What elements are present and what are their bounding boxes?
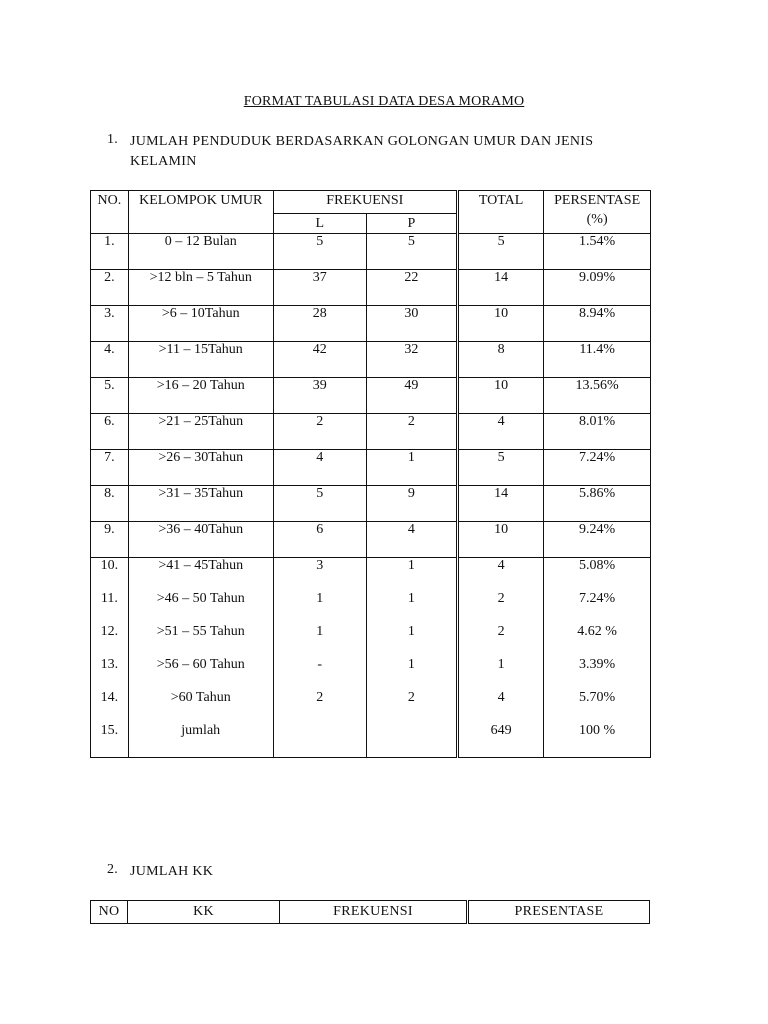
row-total: 5 (457, 234, 543, 270)
row-persen: 3.39% (544, 657, 651, 690)
table-row (91, 306, 651, 342)
row-total: 2 (457, 591, 543, 624)
table-row (91, 723, 651, 758)
page-title: FORMAT TABULASI DATA DESA MORAMO (243, 94, 525, 109)
row-kelompok: >60 Tahun (128, 690, 273, 723)
table-row (91, 270, 651, 306)
table-row (91, 234, 651, 270)
row-no: 11. (91, 591, 129, 624)
row-p: 49 (366, 378, 457, 414)
row-l: 5 (273, 486, 366, 522)
row-total: 4 (457, 690, 543, 723)
row-p (366, 723, 457, 758)
row-no: 9. (91, 522, 129, 558)
table-row (91, 450, 651, 486)
row-total: 2 (457, 624, 543, 657)
row-no: 14. (91, 690, 129, 723)
row-l: 6 (273, 522, 366, 558)
section-1-heading (107, 132, 650, 172)
row-p: 9 (366, 486, 457, 522)
row-no: 15. (91, 723, 129, 758)
row-kelompok: >41 – 45Tahun (128, 558, 273, 592)
table-row (91, 624, 651, 657)
section-title: JUMLAH PENDUDUK BERDASARKAN GOLONGAN UMUR DAN JENIS KELAMIN (130, 134, 594, 169)
row-persen: 8.01% (544, 414, 651, 450)
population-table-body (91, 234, 651, 758)
header-kelompok-umur: KELOMPOK UMUR (128, 191, 273, 234)
row-p: 4 (366, 522, 457, 558)
table-row (91, 558, 651, 592)
section-number: 2. (107, 862, 119, 877)
row-kelompok: >46 – 50 Tahun (128, 591, 273, 624)
row-persen: 9.09% (544, 270, 651, 306)
header-p: P (366, 214, 457, 234)
row-l: 5 (273, 234, 366, 270)
row-l: 1 (273, 624, 366, 657)
row-l: 39 (273, 378, 366, 414)
row-no: 7. (91, 450, 129, 486)
row-total: 649 (457, 723, 543, 758)
row-no: 4. (91, 342, 129, 378)
table-row (91, 522, 651, 558)
row-no: 8. (91, 486, 129, 522)
row-persen: 11.4% (544, 342, 651, 378)
row-no: 6. (91, 414, 129, 450)
header-frekuensi: FREKUENSI (273, 191, 457, 214)
row-l: 42 (273, 342, 366, 378)
row-kelompok: >6 – 10Tahun (128, 306, 273, 342)
row-p: 5 (366, 234, 457, 270)
row-total: 4 (457, 414, 543, 450)
row-persen: 8.94% (544, 306, 651, 342)
header-persentase: PERSENTASE (%) (544, 191, 651, 234)
row-persen: 9.24% (544, 522, 651, 558)
row-no: 1. (91, 234, 129, 270)
row-no: 2. (91, 270, 129, 306)
row-no: 10. (91, 558, 129, 592)
header-no: NO. (91, 191, 129, 234)
table-row (91, 378, 651, 414)
row-total: 4 (457, 558, 543, 592)
row-total: 5 (457, 450, 543, 486)
row-p: 1 (366, 558, 457, 592)
kk-table (90, 900, 650, 924)
row-kelompok: >51 – 55 Tahun (128, 624, 273, 657)
row-kelompok: >16 – 20 Tahun (128, 378, 273, 414)
row-total: 10 (457, 378, 543, 414)
row-l: 4 (273, 450, 366, 486)
kk-header-frekuensi: FREKUENSI (280, 901, 468, 924)
row-persen: 7.24% (544, 591, 651, 624)
row-p: 22 (366, 270, 457, 306)
table-row (91, 414, 651, 450)
row-total: 14 (457, 486, 543, 522)
row-p: 30 (366, 306, 457, 342)
kk-header-no: NO (91, 901, 128, 924)
header-l: L (273, 214, 366, 234)
row-kelompok: >12 bln – 5 Tahun (128, 270, 273, 306)
header-total: TOTAL (457, 191, 543, 234)
row-kelompok: >21 – 25Tahun (128, 414, 273, 450)
row-l: 37 (273, 270, 366, 306)
row-total: 10 (457, 522, 543, 558)
row-persen: 4.62 % (544, 624, 651, 657)
row-p: 2 (366, 690, 457, 723)
row-kelompok: >26 – 30Tahun (128, 450, 273, 486)
table-row (91, 591, 651, 624)
row-no: 12. (91, 624, 129, 657)
kk-header-kk: KK (128, 901, 280, 924)
table-row (91, 486, 651, 522)
row-no: 5. (91, 378, 129, 414)
row-l: - (273, 657, 366, 690)
row-total: 14 (457, 270, 543, 306)
row-no: 13. (91, 657, 129, 690)
row-l: 2 (273, 414, 366, 450)
row-p: 1 (366, 450, 457, 486)
row-kelompok: >11 – 15Tahun (128, 342, 273, 378)
section-title: JUMLAH KK (130, 864, 214, 879)
row-total: 8 (457, 342, 543, 378)
row-kelompok: >56 – 60 Tahun (128, 657, 273, 690)
row-l: 2 (273, 690, 366, 723)
row-persen: 5.70% (544, 690, 651, 723)
row-p: 32 (366, 342, 457, 378)
row-p: 2 (366, 414, 457, 450)
row-persen: 100 % (544, 723, 651, 758)
row-p: 1 (366, 591, 457, 624)
row-kelompok: >31 – 35Tahun (128, 486, 273, 522)
row-persen: 1.54% (544, 234, 651, 270)
table-row (91, 690, 651, 723)
row-persen: 5.86% (544, 486, 651, 522)
row-l (273, 723, 366, 758)
row-persen: 5.08% (544, 558, 651, 592)
row-p: 1 (366, 657, 457, 690)
kk-header-presentase: PRESENTASE (468, 901, 650, 924)
row-kelompok: 0 – 12 Bulan (128, 234, 273, 270)
table-row (91, 657, 651, 690)
row-kelompok: jumlah (128, 723, 273, 758)
row-persen: 7.24% (544, 450, 651, 486)
row-persen: 13.56% (544, 378, 651, 414)
row-l: 3 (273, 558, 366, 592)
row-l: 28 (273, 306, 366, 342)
section-number: 1. (107, 132, 119, 147)
row-total: 1 (457, 657, 543, 690)
row-no: 3. (91, 306, 129, 342)
population-table (90, 190, 651, 758)
section-2-heading (107, 862, 650, 882)
row-p: 1 (366, 624, 457, 657)
row-total: 10 (457, 306, 543, 342)
row-kelompok: >36 – 40Tahun (128, 522, 273, 558)
table-row (91, 342, 651, 378)
row-l: 1 (273, 591, 366, 624)
